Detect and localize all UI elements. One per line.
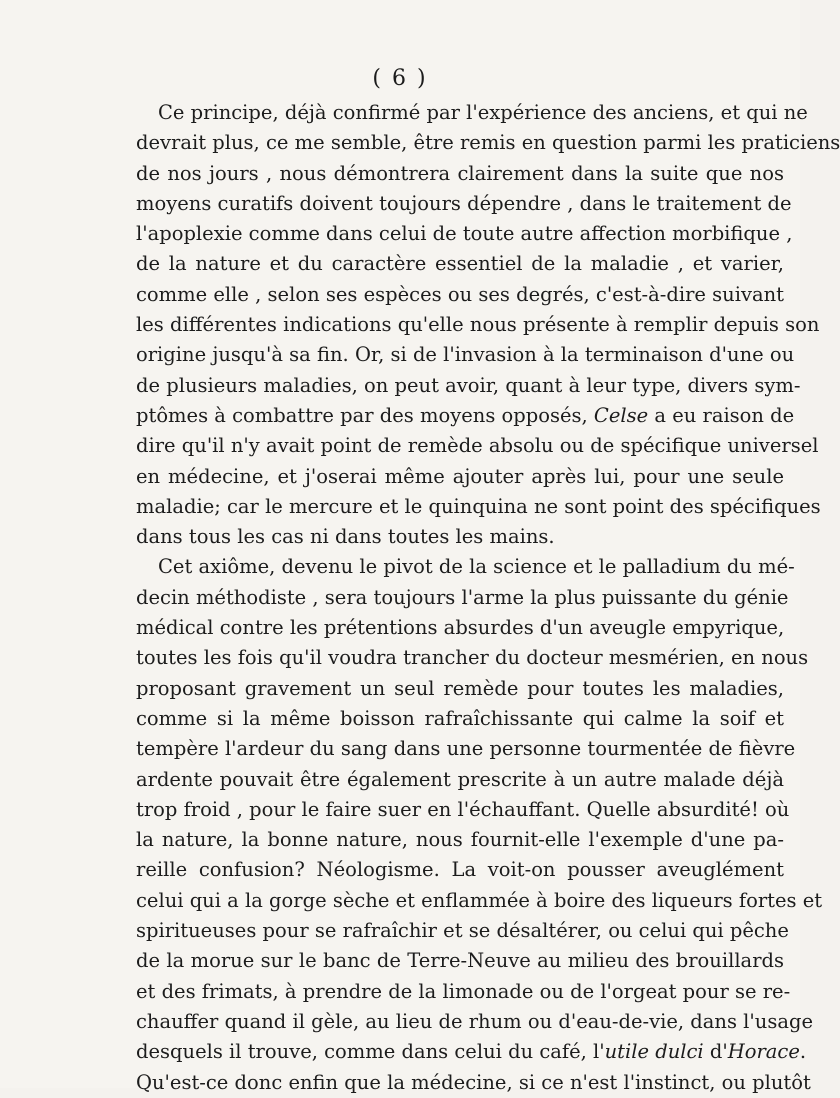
text-line: en médecine, et j'oserai même ajouter après lui, pour une seule xyxy=(136,464,784,488)
text-line: de la morue sur le banc de Terre-Neuve au milieu des brouillards xyxy=(136,949,784,973)
text-line: devrait plus, ce me semble, être remis en question parmi les praticiens xyxy=(136,131,840,155)
text-line: proposant gravement un seul remède pour toutes les maladies, xyxy=(136,676,784,700)
text-line: de nos jours , nous démontrera clairement dans la suite que nos xyxy=(136,161,784,185)
text-line: de plusieurs maladies, on peut avoir, quant à leur type, divers sym- xyxy=(136,373,801,397)
text-line: celui qui a la gorge sèche et enflammée à boire des liqueurs fortes et xyxy=(136,888,823,912)
italic-text: Horace xyxy=(727,1040,800,1064)
page-number: ( 6 ) xyxy=(372,66,428,91)
text-line: reille confusion? Néologisme. La voit-on pousser aveuglément xyxy=(136,858,784,882)
text-line: et des frimats, à prendre de la limonade ou de l'orgeat pour se re- xyxy=(136,979,791,1003)
text-line: ardente pouvait être également prescrite à un autre malade déjà xyxy=(136,767,784,791)
text-line: comme elle , selon ses espèces ou ses degrés, c'est-à-dire suivant xyxy=(136,282,784,306)
text-line: decin méthodiste , sera toujours l'arme la plus puissante du génie xyxy=(136,585,789,609)
text-line: comme si la même boisson rafraîchissante qui calme la soif et xyxy=(136,706,784,730)
text-line: maladie; car le mercure et le quinquina ne sont point des spécifiques xyxy=(136,494,821,518)
text-line: la nature, la bonne nature, nous fournit-elle l'exemple d'une pa- xyxy=(136,828,784,852)
text-line: tempère l'ardeur du sang dans une personne tourmentée de fièvre xyxy=(136,737,796,761)
text-line: chauffer quand il gèle, au lieu de rhum ou d'eau-de-vie, dans l'usage xyxy=(136,1009,813,1033)
text-line: moyens curatifs doivent toujours dépendre , dans le traitement de xyxy=(136,191,792,215)
text-line: dire qu'il n'y avait point de remède absolu ou de spécifique universel xyxy=(136,434,819,458)
text-line: Cet axiôme, devenu le pivot de la science et le palladium du mé- xyxy=(158,555,795,579)
text-line: spiritueuses pour se rafraîchir et se désaltérer, ou celui qui pêche xyxy=(136,919,789,943)
text-line: l'apoplexie comme dans celui de toute autre affection morbifique , xyxy=(136,222,793,246)
text-line: origine jusqu'à sa fin. Or, si de l'invasion à la terminaison d'une ou xyxy=(136,343,795,367)
body-text xyxy=(136,98,840,1098)
text-line: ptômes à combattre par des moyens opposés, Celse a eu raison de xyxy=(136,403,795,427)
text-line: trop froid , pour le faire suer en l'échauffant. Quelle absurdité! où xyxy=(136,797,790,821)
text-line: médical contre les prétentions absurdes d'un aveugle empyrique, xyxy=(136,616,785,640)
text-line: de la nature et du caractère essentiel de la maladie , et varier, xyxy=(136,252,784,276)
text-line: les différentes indications qu'elle nous présente à remplir depuis son xyxy=(136,313,820,337)
italic-text: utile dulci xyxy=(604,1040,704,1064)
text-line: dans tous les cas ni dans toutes les mains. xyxy=(136,525,555,549)
text-line: Qu'est-ce donc enfin que la médecine, si ce n'est l'instinct, ou plutôt xyxy=(136,1070,811,1094)
text-line: toutes les fois qu'il voudra trancher du docteur mesmérien, en nous xyxy=(136,646,809,670)
text-line: desquels il trouve, comme dans celui du café, l'utile dulci d'Horace. xyxy=(136,1040,807,1064)
italic-text: Celse xyxy=(593,403,649,427)
text-line: Ce principe, déjà confirmé par l'expérience des anciens, et qui ne xyxy=(158,101,808,124)
